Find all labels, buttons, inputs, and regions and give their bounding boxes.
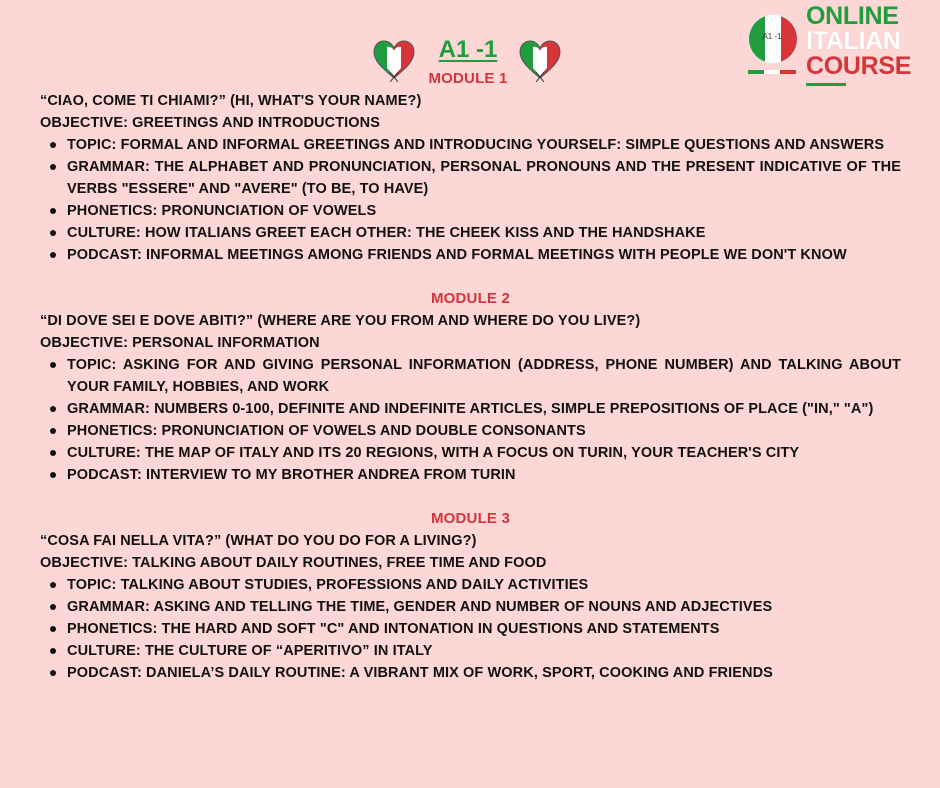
logo-line-course: COURSE [806,52,912,80]
list-item: GRAMMAR: THE ALPHABET AND PRONUNCIATION, PERSONAL PRONOUNS AND THE PRESENT INDICATIVE OF THE VERBS "ESSERE" AND "AVERE" (TO BE, TO HAVE) [67,156,901,200]
logo-underline-green [806,83,846,86]
module-title: “DI DOVE SEI E DOVE ABITI?” (WHERE ARE YOU FROM AND WHERE DO YOU LIVE?) [40,313,641,329]
module-3 [40,508,901,684]
logo-bar-white [764,70,780,74]
list-item: TOPIC: FORMAL AND INFORMAL GREETINGS AND INTRODUCING YOURSELF: SIMPLE QUESTIONS AND ANSWERS [67,134,901,156]
logo-bar-red [780,70,796,74]
module-objective: OBJECTIVE: TALKING ABOUT DAILY ROUTINES, FREE TIME AND FOOD [40,555,547,571]
module-1 [40,90,901,266]
course-content [40,90,901,684]
module-items [40,354,901,486]
list-item: TOPIC: TALKING ABOUT STUDIES, PROFESSIONS AND DAILY ACTIVITIES [67,574,901,596]
module-items [40,134,901,266]
logo-badge: A1 -1 [762,32,782,41]
logo-text [806,4,911,79]
list-item: CULTURE: THE CULTURE OF “APERITIVO” IN ITALY [67,640,901,662]
list-item: PODCAST: DANIELA’S DAILY ROUTINE: A VIBRANT MIX OF WORK, SPORT, COOKING AND FRIENDS [67,662,901,684]
module-1-heading: MODULE 1 [428,70,508,87]
list-item: PODCAST: INFORMAL MEETINGS AMONG FRIENDS AND FORMAL MEETINGS WITH PEOPLE WE DON'T KNOW [67,244,901,266]
module-2 [40,288,901,486]
list-item: PODCAST: INTERVIEW TO MY BROTHER ANDREA FROM TURIN [67,464,901,486]
list-item: CULTURE: THE MAP OF ITALY AND ITS 20 REGIONS, WITH A FOCUS ON TURIN, YOUR TEACHER'S CITY [67,442,901,464]
module-title: “CIAO, COME TI CHIAMI?” (HI, WHAT'S YOUR NAME?) [40,93,422,109]
module-items [40,574,901,684]
module-objective: OBJECTIVE: GREETINGS AND INTRODUCTIONS [40,115,381,131]
logo-bar-green [748,70,764,74]
module-2-heading: MODULE 2 [430,290,511,307]
module-objective: OBJECTIVE: PERSONAL INFORMATION [40,335,320,351]
list-item: PHONETICS: PRONUNCIATION OF VOWELS [67,200,901,222]
logo-line-online: ONLINE [806,2,899,30]
level-title: A1 -1 [438,36,498,63]
module-title: “COSA FAI NELLA VITA?” (WHAT DO YOU DO FOR A LIVING?) [40,533,477,549]
list-item: GRAMMAR: ASKING AND TELLING THE TIME, GENDER AND NUMBER OF NOUNS AND ADJECTIVES [67,596,901,618]
list-item: GRAMMAR: NUMBERS 0-100, DEFINITE AND INDEFINITE ARTICLES, SIMPLE PREPOSITIONS OF PLACE ("IN," "A") [67,398,901,420]
list-item: PHONETICS: PRONUNCIATION OF VOWELS AND DOUBLE CONSONANTS [67,420,901,442]
list-item: TOPIC: ASKING FOR AND GIVING PERSONAL INFORMATION (ADDRESS, PHONE NUMBER) AND TALKING ABOUT YOUR FAMILY, HOBBIES, AND WORK [67,354,901,398]
list-item: CULTURE: HOW ITALIANS GREET EACH OTHER: THE CHEEK KISS AND THE HANDSHAKE [67,222,901,244]
module-3-heading: MODULE 3 [430,510,511,527]
course-logo [746,4,936,86]
list-item: PHONETICS: THE HARD AND SOFT "C" AND INTONATION IN QUESTIONS AND STATEMENTS [67,618,901,640]
logo-line-italian: ITALIAN [806,27,901,55]
